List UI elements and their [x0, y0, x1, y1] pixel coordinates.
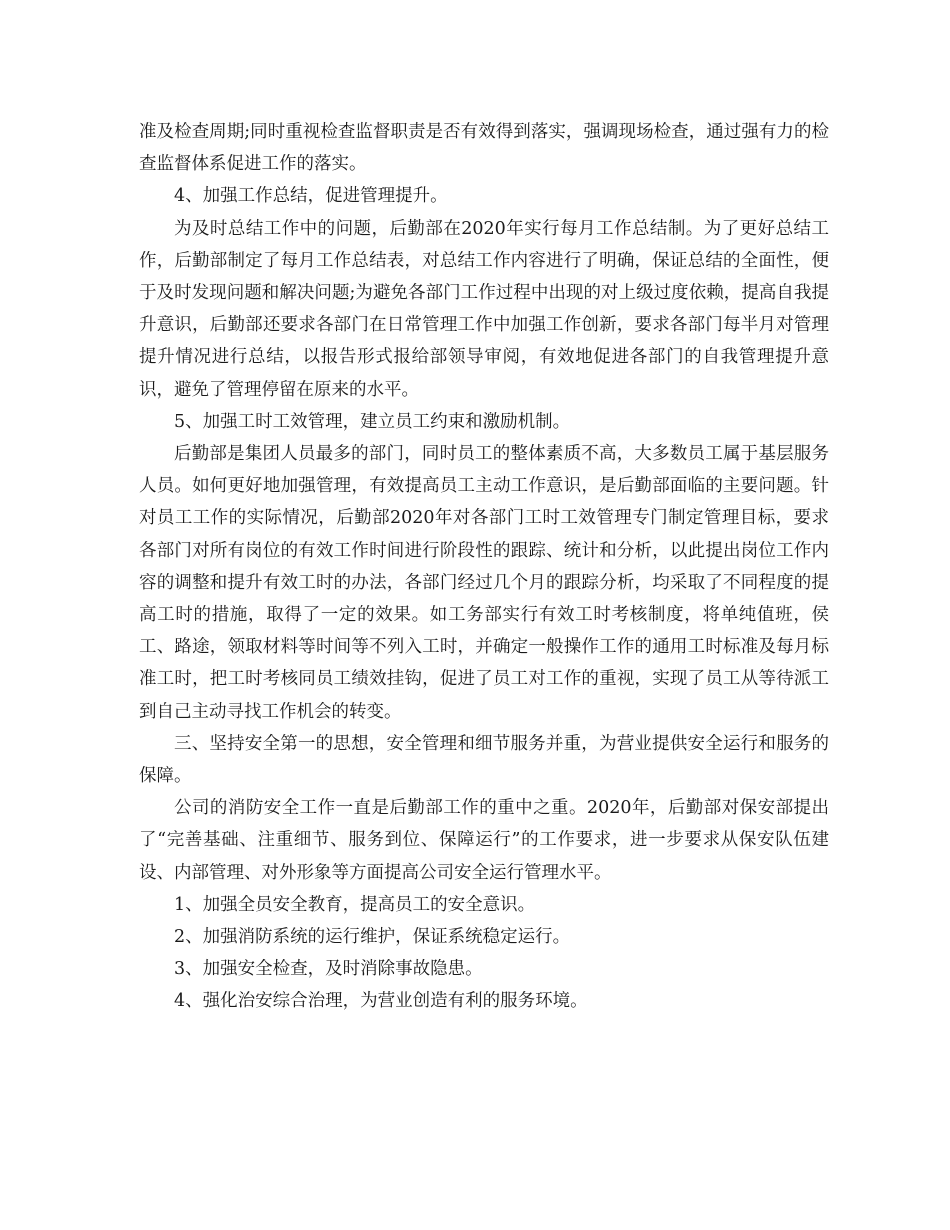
paragraph-heading-work-hours: 5、加强工时工效管理，建立员工约束和激励机制。 [174, 411, 571, 432]
paragraph-continuation: 准及检查周期;同时重视检查监督职责是否有效得到落实，强调现场检查，通过强有力的检查监督体系促进工作的落实。 [139, 122, 829, 175]
paragraph-fire-safety: 公司的消防安全工作一直是后勤部工作的重中之重。2020年，后勤部对保安部提出了“完善基础、注重细节、服务到位、保障运行”的工作要求，进一步要求从保安队伍建设、内部管理、对外形象等方面提高公司安全运行管理水平。 [139, 798, 829, 883]
list-item-fire-system: 2、加强消防系统的运行维护，保证系统稳定运行。 [174, 927, 571, 948]
list-item-public-security: 4、强化治安综合治理，为营业创造有利的服务环境。 [174, 991, 588, 1012]
list-item-safety-education: 1、加强全员安全教育，提高员工的安全意识。 [174, 894, 536, 915]
paragraph-work-summary: 为及时总结工作中的问题，后勤部在2020年实行每月工作总结制。为了更好总结工作，后勤部制定了每月工作总结表，对总结工作内容进行了明确，保证总结的全面性，便于及时发现问题和解决问题;为避免各部门工作过程中出现的对上级过度依赖，提高自我提升意识，后勤部还要求各部门在日常管理工作中加强工作创新，要求各部门每半月对管理提升情况进行总结，以报告形式报给部领导审阅，有效地促进各部门的自我管理提升意识，避免了管理停留在原来的水平。 [139, 218, 829, 400]
document-body [139, 116, 829, 1018]
paragraph-work-hours: 后勤部是集团人员最多的部门，同时员工的整体素质不高，大多数员工属于基层服务人员。如何更好地加强管理，有效提高员工主动工作意识，是后勤部面临的主要问题。针对员工工作的实际情况，后勤部2020年对各部门工时工效管理专门制定管理目标，要求各部门对所有岗位的有效工作时间进行阶段性的跟踪、统计和分析，以此提出岗位工作内容的调整和提升有效工时的办法，各部门经过几个月的跟踪分析，均采取了不同程度的提高工时的措施，取得了一定的效果。如工务部实行有效工时考核制度，将单纯值班，侯工、路途，领取材料等时间等不列入工时，并确定一般操作工作的通用工时标准及每月标准工时，把工时考核同员工绩效挂钩，促进了员工对工作的重视，实现了员工从等待派工到自己主动寻找工作机会的转变。 [139, 444, 829, 722]
list-item-safety-inspection: 3、加强安全检查，及时消除事故隐患。 [174, 959, 483, 980]
paragraph-heading-work-summary: 4、加强工作总结，促进管理提升。 [174, 186, 448, 207]
paragraph-heading-safety: 三、坚持安全第一的思想，安全管理和细节服务并重，为营业提供安全运行和服务的保障。 [139, 733, 829, 787]
